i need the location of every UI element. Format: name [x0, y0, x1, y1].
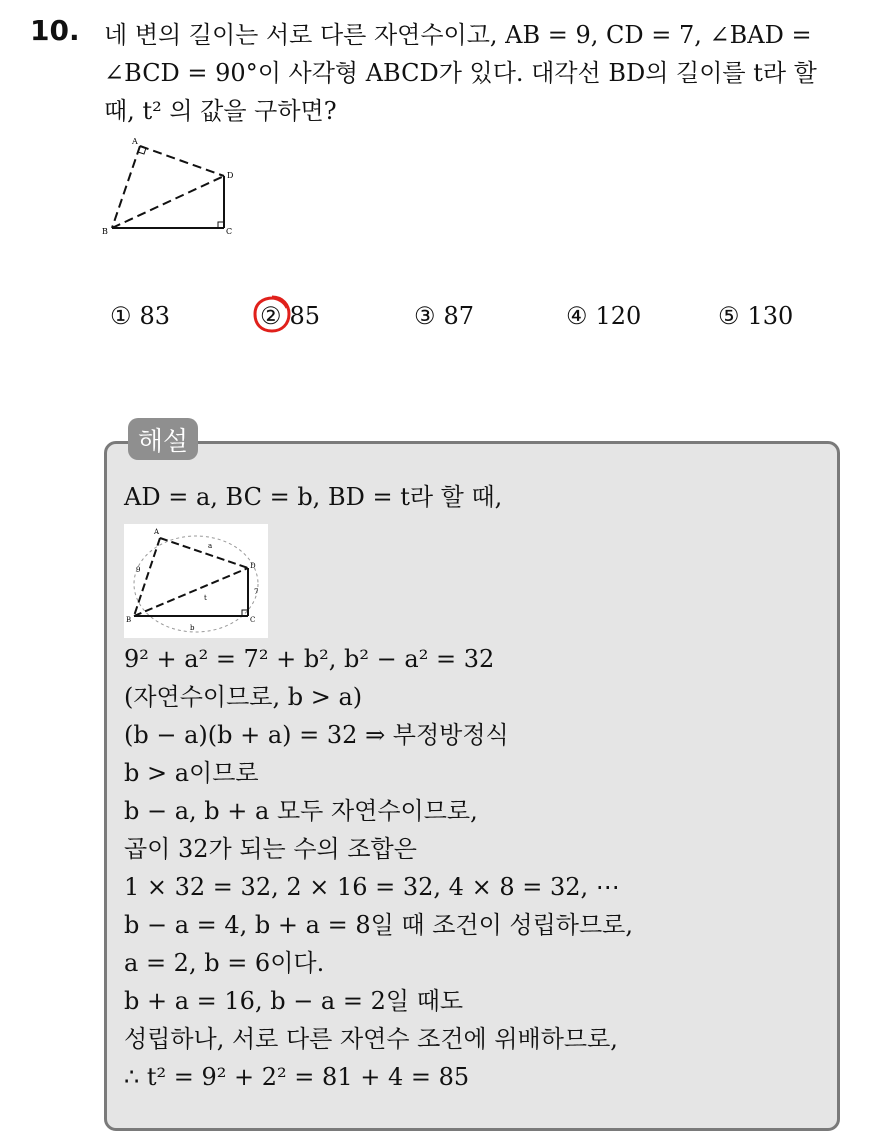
stem-line: ∠BCD = 90°이 사각형 ABCD가 있다. 대각선 BD의 길이를 t라 할	[104, 59, 817, 87]
solution-line: b > a이므로	[124, 759, 259, 787]
fig2-label-b: B	[126, 616, 132, 624]
selected-circle-mark	[252, 294, 292, 334]
inscribed-quadrilateral-diagram	[124, 524, 268, 638]
choice-5[interactable]	[718, 302, 793, 330]
solution-figure	[124, 524, 268, 638]
vertex-label-c: C	[226, 227, 233, 236]
solution-line: 곱이 32가 되는 수의 조합은	[124, 835, 417, 863]
problem-number: 10.	[30, 14, 80, 47]
choice-value: 87	[443, 302, 475, 330]
solution-line: ∴ t² = 9² + 2² = 81 + 4 = 85	[124, 1063, 470, 1091]
stem-line: 때, t² 의 값을 구하면?	[104, 97, 337, 125]
choice-1[interactable]	[110, 302, 170, 330]
answer-choices	[110, 302, 870, 342]
fig2-label-a: A	[154, 528, 160, 536]
solution-line: (자연수이므로, b > a)	[124, 683, 363, 711]
solution-line: 9² + a² = 7² + b², b² − a² = 32	[124, 645, 495, 673]
choice-number: ③	[414, 302, 436, 330]
solution-line: 1 × 32 = 32, 2 × 16 = 32, 4 × 8 = 32, ⋯	[124, 873, 620, 901]
choice-value: 130	[747, 302, 794, 330]
solution-line: 성립하나, 서로 다른 자연수 조건에 위배하므로,	[124, 1025, 618, 1053]
solution-line: a = 2, b = 6이다.	[124, 949, 325, 977]
solution-tag: 해설	[128, 418, 198, 460]
choice-value: 85	[289, 302, 321, 330]
vertex-label-b: B	[102, 227, 108, 236]
fig2-label-t: t	[204, 594, 207, 602]
fig2-label-d: D	[250, 562, 256, 570]
choice-number: ⑤	[718, 302, 740, 330]
stem-line: 네 변의 길이는 서로 다른 자연수이고, AB = 9, CD = 7, ∠BAD =	[104, 21, 812, 49]
solution-line: (b − a)(b + a) = 32 ⇒ 부정방정식	[124, 721, 509, 749]
choice-number: ①	[110, 302, 132, 330]
choice-3[interactable]	[414, 302, 474, 330]
solution-line: b − a, b + a 모두 자연수이므로,	[124, 797, 478, 825]
choice-value: 120	[595, 302, 642, 330]
fig2-label-b-side: b	[190, 624, 195, 632]
quadrilateral-figure	[100, 134, 240, 238]
solution-line: b + a = 16, b − a = 2일 때도	[124, 987, 464, 1015]
solution-line: b − a = 4, b + a = 8일 때 조건이 성립하므로,	[124, 911, 633, 939]
fig2-label-7: 7	[254, 588, 259, 596]
vertex-label-d: D	[227, 171, 234, 180]
choice-2[interactable]	[260, 302, 320, 330]
choice-value: 83	[139, 302, 171, 330]
vertex-label-a: A	[132, 137, 138, 146]
fig2-label-c: C	[250, 616, 256, 624]
fig2-label-9: 9	[136, 566, 141, 574]
problem-stem	[104, 16, 864, 130]
choice-number: ④	[566, 302, 588, 330]
choice-number: ②	[260, 302, 282, 330]
solution-intro: AD = a, BC = b, BD = t라 할 때,	[124, 483, 503, 511]
choice-4[interactable]	[566, 302, 641, 330]
fig2-label-a-side: a	[208, 542, 213, 550]
